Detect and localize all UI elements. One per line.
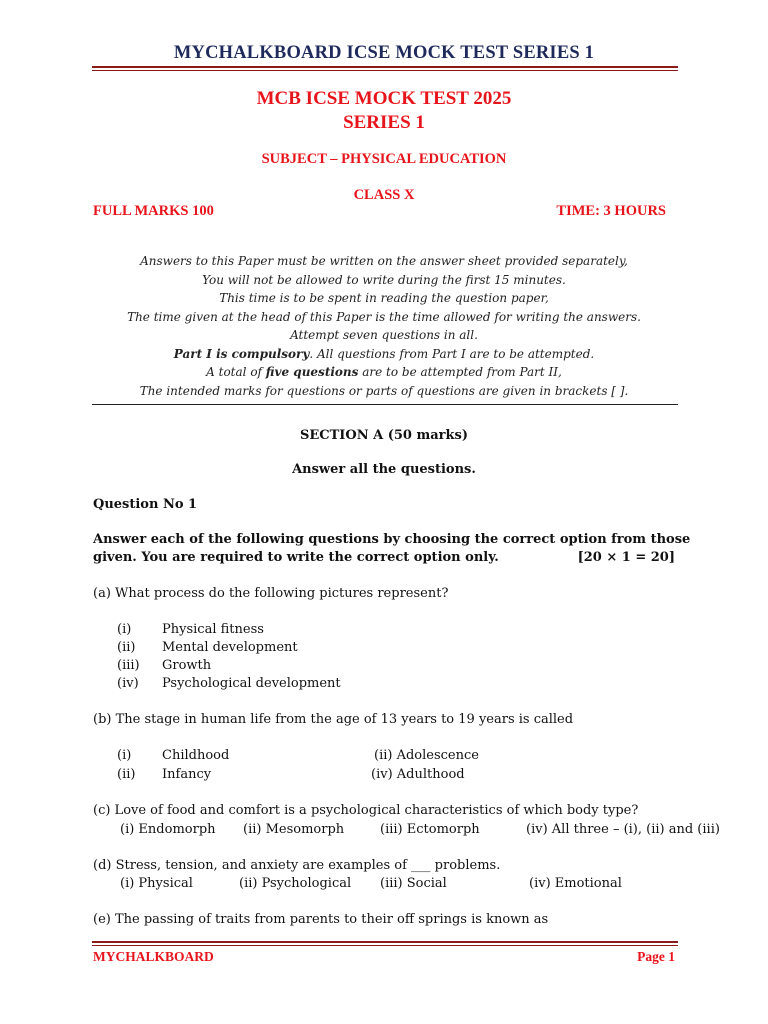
option-text: Infancy — [162, 767, 212, 782]
instruction-line — [0, 347, 768, 361]
option-number: (i) — [117, 748, 132, 763]
option-number: (iii) — [117, 658, 140, 673]
instruction-line: The time given at the head of this Paper is the time allowed for writing the answers. — [127, 310, 641, 324]
instruction-text: are to be attempted from Part II, — [358, 365, 562, 379]
section-title: SECTION A (50 marks) — [299, 428, 469, 443]
option-text: (i) Endomorph — [120, 822, 216, 837]
option-text: Growth — [162, 658, 212, 673]
option-text: (iii) Social — [380, 876, 447, 891]
footer-rule — [92, 941, 678, 943]
instruction-text: . All questions from Part I are to be attempted. — [309, 347, 595, 361]
option-number: (i) — [117, 622, 132, 637]
option-text: (ii) Adolescence — [374, 748, 479, 763]
instruction-emphasis: five questions — [265, 365, 359, 379]
question-a: (a) What process do the following pictures represent? — [93, 586, 449, 601]
time-allowed: TIME: 3 HOURS — [556, 203, 666, 219]
option-text: (iv) Adulthood — [371, 767, 465, 782]
page-number: Page 1 — [637, 949, 675, 964]
option-number: (iv) — [117, 676, 139, 691]
option-text: (iii) Ectomorph — [380, 822, 480, 837]
question-directions: Answer each of the following questions by choosing the correct option from those — [93, 532, 691, 547]
option-text: Mental development — [162, 640, 298, 655]
question-c: (c) Love of food and comfort is a psychological characteristics of which body type? — [93, 803, 639, 818]
instruction-text: A total of — [206, 365, 266, 379]
full-marks: FULL MARKS 100 — [93, 203, 214, 219]
instruction-line: The intended marks for questions or parts of questions are given in brackets [ ]. — [139, 384, 629, 398]
instruction-line: Answers to this Paper must be written on the answer sheet provided separately, — [140, 254, 628, 268]
question-b: (b) The stage in human life from the age of 13 years to 19 years is called — [93, 712, 574, 727]
running-header: MYCHALKBOARD ICSE MOCK TEST SERIES 1 — [173, 43, 595, 63]
footer-brand: MYCHALKBOARD — [93, 949, 214, 964]
question-directions: given. You are required to write the correct option only. — [93, 550, 499, 565]
option-number: (ii) — [117, 767, 136, 782]
option-text: (ii) Psychological — [239, 876, 352, 891]
instruction-line: You will not be allowed to write during the first 15 minutes. — [202, 273, 566, 287]
footer-rule-thin — [92, 945, 678, 946]
class-heading: CLASS X — [353, 187, 415, 203]
paper-series: SERIES 1 — [343, 112, 425, 133]
instruction-line: Attempt seven questions in all. — [290, 328, 478, 342]
option-text: Psychological development — [162, 676, 341, 691]
paper-title: MCB ICSE MOCK TEST 2025 — [256, 88, 512, 109]
option-text: (iv) All three – (i), (ii) and (iii) — [526, 822, 720, 837]
question-label: Question No 1 — [93, 497, 198, 512]
subject-heading: SUBJECT – PHYSICAL EDUCATION — [261, 151, 507, 167]
option-text: (iv) Emotional — [529, 876, 622, 891]
section-instruction: Answer all the questions. — [292, 462, 476, 477]
option-text: (ii) Mesomorph — [243, 822, 345, 837]
option-text: Physical fitness — [162, 622, 264, 637]
option-number: (ii) — [117, 640, 136, 655]
option-text: (i) Physical — [120, 876, 193, 891]
header-rule-thin — [92, 70, 678, 71]
header-rule — [92, 66, 678, 68]
question-e: (e) The passing of traits from parents to their off springs is known as — [93, 912, 549, 927]
instruction-line — [0, 365, 768, 379]
question-d: (d) Stress, tension, and anxiety are examples of ___ problems. — [93, 858, 501, 873]
instruction-line: This time is to be spent in reading the question paper, — [219, 291, 549, 305]
instructions-divider — [92, 404, 678, 405]
question-marks: [20 × 1 = 20] — [577, 550, 675, 565]
instruction-emphasis: Part I is compulsory — [173, 347, 310, 361]
option-text: Childhood — [162, 748, 230, 763]
